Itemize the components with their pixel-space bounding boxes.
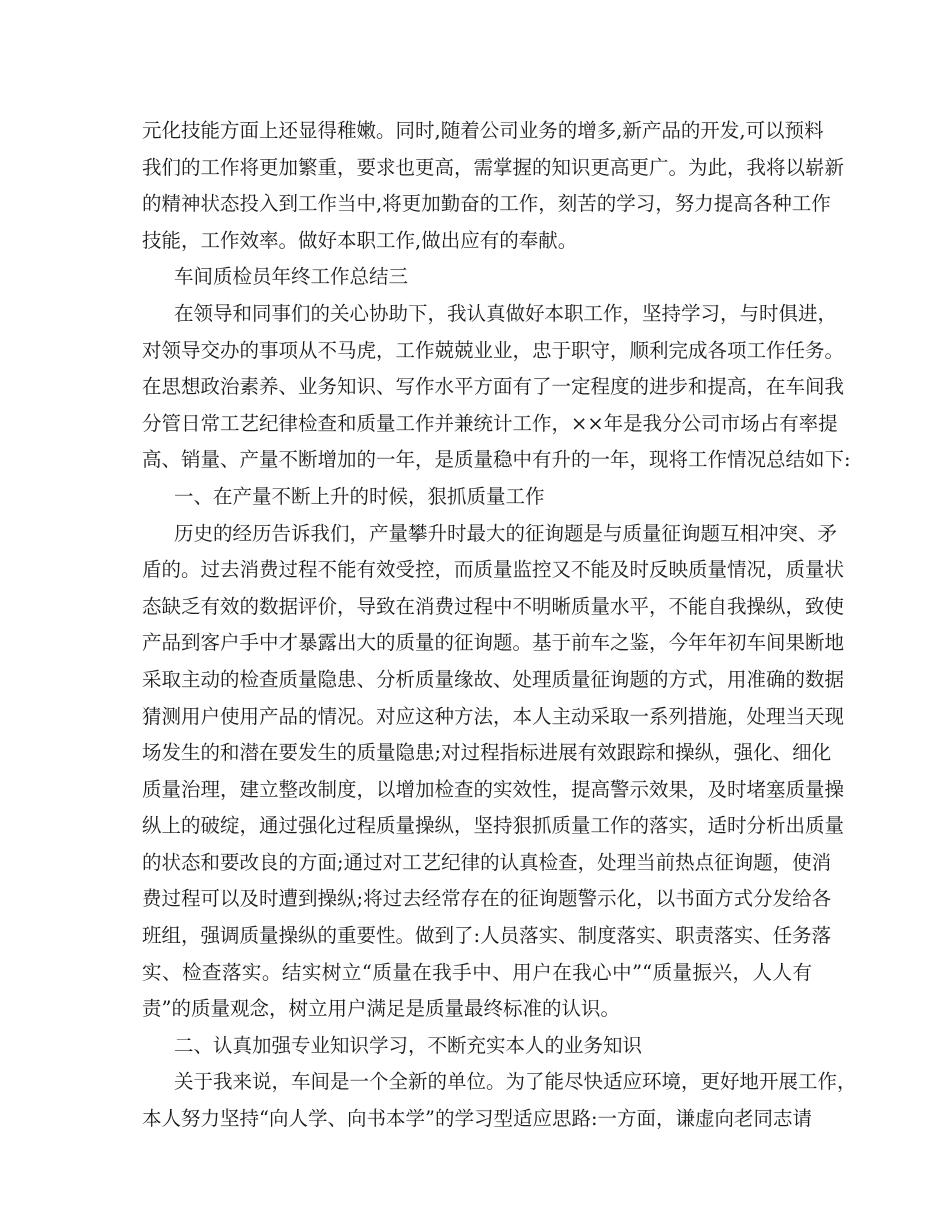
- text-line: 班组，强调质量操纵的重要性。做到了:人员落实、制度落实、职责落实、任务落: [142, 924, 832, 948]
- paragraph-start-line: 在领导和同事们的关心协助下，我认真做好本职工作，坚持学习，与时俱进，: [174, 301, 838, 325]
- paragraph-start-line: 二、认真加强专业知识学习，不断充实本人的业务知识: [174, 1033, 643, 1057]
- text-line: 高、销量、产量不断增加的一年，是质量稳中有升的一年，现将工作情况总结如下:: [142, 448, 851, 472]
- text-line: 场发生的和潜在要发生的质量隐患;对过程指标进展有效跟踪和操纵，强化、细化: [142, 741, 832, 765]
- text-line: 对领导交办的事项从不马虎，工作兢兢业业，忠于职守，顺利完成各项工作任务。: [142, 338, 845, 362]
- text-line: 质量治理，建立整改制度，以增加检查的实效性，提高警示效果，及时堵塞质量操: [142, 777, 845, 801]
- text-line: 态缺乏有效的数据评价，导致在消费过程中不明晰质量水平，不能自我操纵，致使: [142, 594, 845, 618]
- text-line: 盾的。过去消费过程不能有效受控，而质量监控又不能及时反映质量情况，质量状: [142, 558, 845, 582]
- paragraph-start-line: 关于我来说，车间是一个全新的单位。为了能尽快适应环境，更好地开展工作，: [174, 1070, 857, 1094]
- text-line: 在思想政治素养、业务知识、写作水平方面有了一定程度的进步和提高，在车间我: [142, 375, 845, 399]
- text-line: 纵上的破绽，通过强化过程质量操纵，坚持狠抓质量工作的落实，适时分析出质量: [142, 814, 845, 838]
- text-line: 的精神状态投入到工作当中,将更加勤奋的工作，刻苦的学习，努力提高各种工作: [142, 192, 831, 216]
- text-line: 责”的质量观念，树立用户满足是质量最终标准的认识。: [142, 997, 620, 1021]
- text-line: 我们的工作将更加繁重，要求也更高，需掌握的知识更高更广。为此，我将以崭新: [142, 155, 845, 179]
- paragraph-start-line: 一、在产量不断上升的时候，狠抓质量工作: [174, 484, 545, 508]
- document-body: [142, 113, 857, 1138]
- paragraph-start-line: 历史的经历告诉我们，产量攀升时最大的征询题是与质量征询题互相冲突、矛: [174, 521, 838, 545]
- text-line: 实、检查落实。结实树立“质量在我手中、用户在我心中”“质量振兴，人人有: [142, 960, 812, 984]
- text-line: 的状态和要改良的方面;通过对工艺纪律的认真检查，处理当前热点征询题，使消: [142, 850, 832, 874]
- text-line: 费过程可以及时遭到操纵;将过去经常存在的征询题警示化，以书面方式分发给各: [142, 887, 832, 911]
- text-line: 元化技能方面上还显得稚嫩。同时,随着公司业务的增多,新产品的开发,可以预料: [142, 119, 824, 142]
- text-line: 分管日常工艺纪律检查和质量工作并兼统计工作，××年是我分公司市场占有率提: [142, 411, 838, 435]
- text-line: 采取主动的检查质量隐患、分析质量缘故、处理质量征询题的方式，用准确的数据: [142, 667, 845, 691]
- text-line: 本人努力坚持“向人学、向书本学”的学习型适应思路:一方面，谦虚向老同志请: [142, 1107, 813, 1131]
- paragraph-start-line: 车间质检员年终工作总结三: [174, 265, 409, 289]
- text-line: 技能，工作效率。做好本职工作,做出应有的奉献。: [142, 228, 578, 252]
- text-line: 猜测用户使用产品的情况。对应这种方法，本人主动采取一系列措施，处理当天现: [142, 704, 845, 728]
- text-line: 产品到客户手中才暴露出大的质量的征询题。基于前车之鉴，今年年初车间果断地: [142, 631, 845, 655]
